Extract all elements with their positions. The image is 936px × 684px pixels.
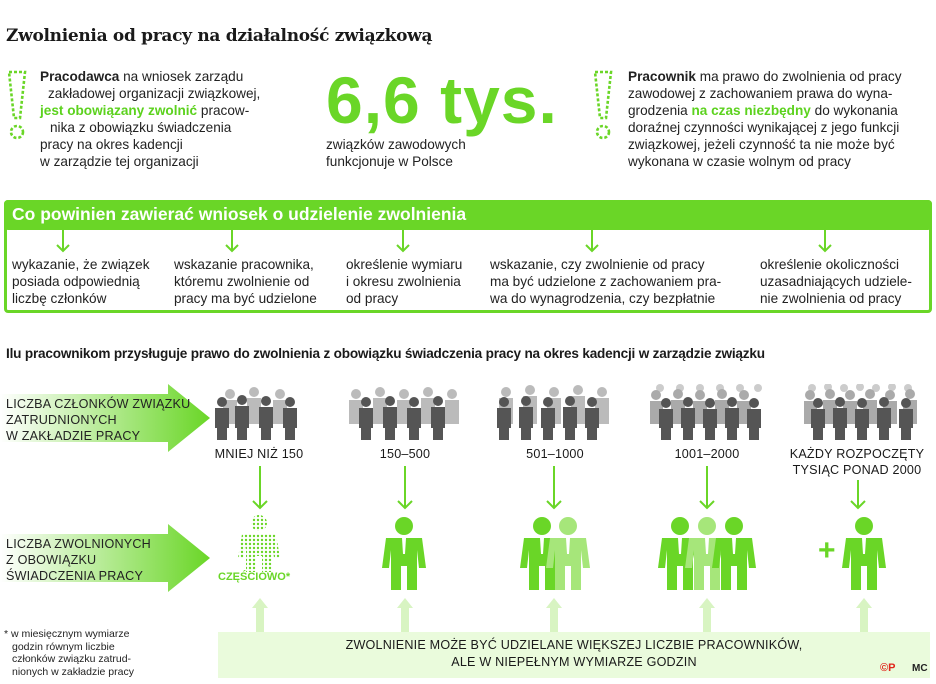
request-item-line: określenie okoliczności — [760, 257, 900, 272]
category-label — [784, 446, 930, 478]
employer-line2: zakładowej organizacji związkowej, — [48, 86, 261, 101]
down-arrow-icon — [585, 230, 599, 254]
request-item-line: od pracy — [346, 291, 399, 306]
category-label-line: 150–500 — [379, 447, 431, 461]
bottom-note — [218, 637, 930, 671]
bottom-note-line: ALE W NIEPEŁNYM WYMIARZE GODZIN — [451, 655, 697, 669]
request-item-line: ma być udzielone z zachowaniem pra- — [490, 274, 722, 289]
request-item-line: liczbę członków — [12, 291, 107, 306]
author-credit: MC — [912, 663, 928, 674]
members-label — [6, 396, 190, 444]
crowd-icon — [346, 384, 462, 440]
request-item-line: określenie wymiaru — [346, 257, 463, 272]
request-item — [346, 256, 462, 307]
union-caption-line2: funkcjonuje w Polsce — [326, 154, 453, 169]
union-count-caption — [326, 136, 466, 170]
employer-line6: w zarządzie tej organizacji — [40, 154, 199, 169]
worker-icon — [380, 516, 428, 592]
request-item-line: wa do wynagrodzenia, czy bezpłatnie — [490, 291, 716, 306]
union-count-stat: 6,6 tys. — [326, 63, 558, 137]
section-subtitle: Ilu pracownikom przysługuje prawo do zwolnienia z obowiązku świadczenia pracy na okres kadencji w zarządzie związku — [6, 346, 765, 361]
down-arrow-icon — [850, 480, 866, 512]
request-item — [174, 256, 317, 307]
footnote-line: nionych w zakładzie pracy — [12, 665, 134, 678]
employee-line6: wykonana w czasie wolnym od pracy — [628, 154, 851, 169]
request-item-line: uzasadniających udziele- — [760, 274, 912, 289]
employee-line5: związkowej, jeżeli czynność ta nie może być — [628, 137, 895, 152]
members-label-line: W ZAKŁADZIE PRACY — [6, 429, 141, 443]
footnote-line: * w miesięcznym wymiarze — [4, 628, 130, 640]
employer-highlight: jest obowiązany zwolnić — [40, 103, 198, 118]
released-label-line: Z OBOWIĄZKU — [6, 553, 97, 567]
page-title: Zwolnienia od pracy na działalność związkową — [6, 26, 433, 46]
request-item-line: wskazanie pracownika, — [174, 257, 314, 272]
category-label-line: 1001–2000 — [674, 447, 740, 461]
up-arrow-icon — [698, 596, 716, 632]
partial-worker-icon — [236, 514, 282, 574]
employer-line1: na wniosek zarządu — [119, 69, 244, 84]
employer-bold: Pracodawca — [40, 69, 120, 84]
request-item-line: pracy ma być udzielone — [174, 291, 317, 306]
category-label-line: 501–1000 — [526, 447, 584, 461]
request-item-line: i okresu zwolnienia — [346, 274, 461, 289]
crowd-icon — [214, 384, 304, 440]
employer-line4: nika z obowiązku świadczenia — [50, 120, 232, 135]
up-arrow-icon — [396, 596, 414, 632]
request-item — [760, 256, 912, 307]
employee-line2: zawodowej z zachowaniem prawa do wyna- — [628, 86, 893, 101]
worker-icon — [840, 516, 888, 592]
employee-line1: ma prawo do zwolnienia od pracy — [696, 69, 902, 84]
crowd-icon — [804, 384, 920, 440]
worker-icon — [710, 516, 758, 592]
employer-note — [40, 68, 300, 170]
category-label-line: KAŻDY ROZPOCZĘTY — [789, 447, 925, 461]
exclamation-icon — [592, 70, 614, 142]
employee-line4: doraźnej czynności wynikającej z jego funkcji — [628, 120, 900, 135]
down-arrow-icon — [818, 230, 832, 254]
down-arrow-icon — [252, 466, 268, 512]
category-label — [652, 446, 762, 462]
up-arrow-icon — [855, 596, 873, 632]
category-label — [500, 446, 610, 462]
worker-icon — [544, 516, 592, 592]
request-item — [490, 256, 721, 307]
publisher-logo: ©P — [880, 662, 896, 674]
down-arrow-icon — [225, 230, 239, 254]
employee-note — [628, 68, 934, 170]
employee-highlight: na czas niezbędny — [691, 103, 811, 118]
category-label-line: TYSIĄC PONAD 2000 — [792, 463, 922, 477]
released-label-line: LICZBA ZWOLNIONYCH — [6, 537, 151, 551]
request-item-line: wykazanie, że związek — [12, 257, 150, 272]
category-label-line: MNIEJ NIŻ 150 — [214, 447, 304, 461]
request-item-line: posiada odpowiednią — [12, 274, 140, 289]
employee-line3: do wykonania — [810, 103, 898, 118]
category-label — [204, 446, 314, 462]
down-arrow-icon — [546, 466, 562, 512]
down-arrow-icon — [396, 230, 410, 254]
employee-line3-pre: grodzenia — [628, 103, 692, 118]
released-label — [6, 536, 151, 584]
released-label-line: ŚWIADCZENIA PRACY — [6, 569, 144, 583]
bottom-note-line: ZWOLNIENIE MOŻE BYĆ UDZIELANE WIĘKSZEJ LICZBIE PRACOWNIKÓW, — [345, 638, 803, 652]
up-arrow-icon — [251, 596, 269, 632]
request-heading: Co powinien zawierać wniosek o udzielenie zwolnienia — [12, 204, 467, 224]
members-label-line: LICZBA CZŁONKÓW ZWIĄZKU — [6, 397, 191, 411]
exclamation-icon — [6, 70, 28, 142]
partial-label: CZĘŚCIOWO* — [218, 571, 291, 583]
crowd-icon — [650, 384, 766, 440]
request-item-line: nie zwolnienia od pracy — [760, 291, 902, 306]
request-item — [12, 256, 150, 307]
request-item-line: któremu zwolnienie od — [174, 274, 310, 289]
plus-sign: + — [818, 534, 836, 567]
footnote — [4, 628, 174, 678]
footnote-line: członków związku zatrud- — [12, 653, 132, 665]
employer-line5: pracy na okres kadencji — [40, 137, 183, 152]
union-caption-line1: związków zawodowych — [326, 137, 466, 152]
members-label-line: ZATRUDNIONYCH — [6, 413, 117, 427]
request-item-line: wskazanie, czy zwolnienie od pracy — [490, 257, 705, 272]
down-arrow-icon — [699, 466, 715, 512]
crowd-icon — [496, 384, 612, 440]
up-arrow-icon — [545, 596, 563, 632]
employer-line3: pracow- — [197, 103, 250, 118]
down-arrow-icon — [397, 466, 413, 512]
footnote-line: godzin równym liczbie — [12, 640, 115, 653]
category-label — [350, 446, 460, 462]
employee-bold: Pracownik — [628, 69, 696, 84]
down-arrow-icon — [56, 230, 70, 254]
